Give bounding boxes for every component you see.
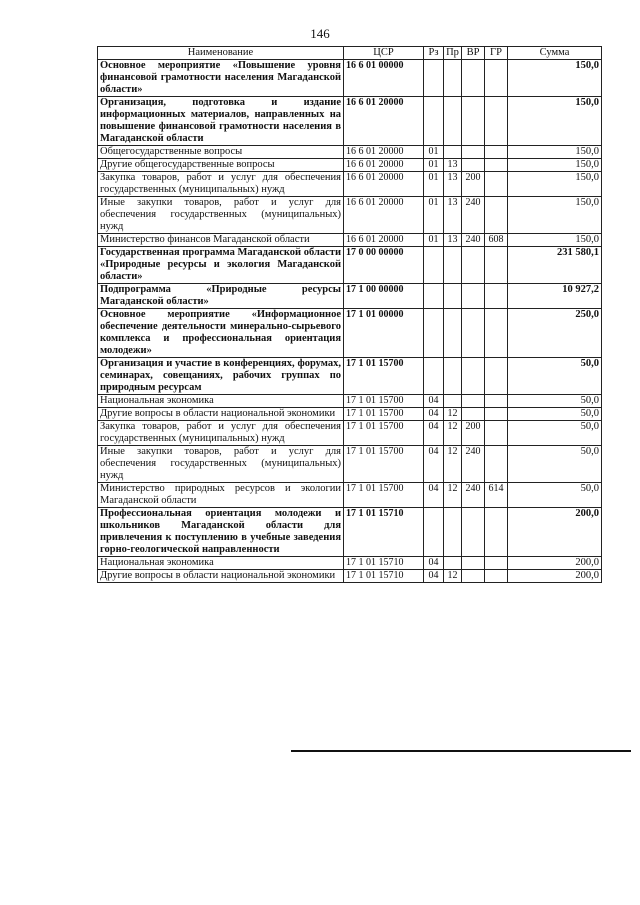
table-row xyxy=(98,309,602,358)
cell-vr xyxy=(462,97,485,146)
cell-vr xyxy=(462,146,485,159)
cell-sum: 10 927,2 xyxy=(508,284,602,309)
cell-rz xyxy=(424,60,444,97)
cell-vr: 240 xyxy=(462,197,485,234)
cell-name: Общегосударственные вопросы xyxy=(98,146,344,159)
cell-rz xyxy=(424,284,444,309)
cell-gr: 608 xyxy=(485,234,508,247)
cell-sum: 150,0 xyxy=(508,60,602,97)
cell-name: Организация и участие в конференциях, форумах, семинарах, совещаниях, рабочих группах по природным ресурсам xyxy=(98,358,344,395)
cell-sum: 150,0 xyxy=(508,97,602,146)
footer-divider xyxy=(291,750,631,752)
cell-gr xyxy=(485,408,508,421)
cell-csr: 17 1 00 00000 xyxy=(344,284,424,309)
cell-rz: 04 xyxy=(424,421,444,446)
cell-sum: 50,0 xyxy=(508,446,602,483)
cell-csr: 17 1 01 15700 xyxy=(344,395,424,408)
cell-name: Другие общегосударственные вопросы xyxy=(98,159,344,172)
cell-vr xyxy=(462,358,485,395)
cell-rz: 04 xyxy=(424,395,444,408)
cell-gr xyxy=(485,97,508,146)
table-row xyxy=(98,483,602,508)
table-row xyxy=(98,508,602,557)
cell-rz: 01 xyxy=(424,146,444,159)
header-rz: Рз xyxy=(424,47,444,60)
cell-gr xyxy=(485,172,508,197)
cell-name: Национальная экономика xyxy=(98,557,344,570)
cell-pr xyxy=(444,358,462,395)
cell-rz xyxy=(424,309,444,358)
cell-csr: 16 6 01 20000 xyxy=(344,234,424,247)
cell-rz xyxy=(424,97,444,146)
cell-rz: 04 xyxy=(424,557,444,570)
table-row xyxy=(98,557,602,570)
header-csr: ЦСР xyxy=(344,47,424,60)
cell-gr xyxy=(485,557,508,570)
cell-gr xyxy=(485,159,508,172)
cell-pr xyxy=(444,508,462,557)
cell-vr xyxy=(462,508,485,557)
cell-pr: 13 xyxy=(444,172,462,197)
cell-sum: 50,0 xyxy=(508,358,602,395)
cell-name: Организация, подготовка и издание информационных материалов, направленных на повышение финансовой грамотности населения в Магаданской области xyxy=(98,97,344,146)
cell-rz: 04 xyxy=(424,570,444,583)
table-row xyxy=(98,421,602,446)
table-row xyxy=(98,446,602,483)
cell-csr: 17 1 01 00000 xyxy=(344,309,424,358)
cell-csr: 16 6 01 20000 xyxy=(344,172,424,197)
cell-vr: 240 xyxy=(462,483,485,508)
header-name: Наименование xyxy=(98,47,344,60)
cell-name: Другие вопросы в области национальной экономики xyxy=(98,408,344,421)
cell-gr xyxy=(485,508,508,557)
cell-sum: 50,0 xyxy=(508,483,602,508)
header-sum: Сумма xyxy=(508,47,602,60)
cell-sum: 150,0 xyxy=(508,172,602,197)
cell-name: Иные закупки товаров, работ и услуг для обеспечения государственных (муниципальных) нужд xyxy=(98,197,344,234)
cell-rz: 04 xyxy=(424,408,444,421)
cell-csr: 17 1 01 15700 xyxy=(344,358,424,395)
cell-pr: 13 xyxy=(444,234,462,247)
table-row xyxy=(98,247,602,284)
cell-pr: 13 xyxy=(444,159,462,172)
cell-name: Министерство природных ресурсов и экологии Магаданской области xyxy=(98,483,344,508)
cell-csr: 17 1 01 15700 xyxy=(344,421,424,446)
table-row xyxy=(98,60,602,97)
cell-pr xyxy=(444,395,462,408)
cell-sum: 231 580,1 xyxy=(508,247,602,284)
cell-gr xyxy=(485,395,508,408)
cell-pr: 12 xyxy=(444,483,462,508)
cell-name: Министерство финансов Магаданской области xyxy=(98,234,344,247)
cell-vr xyxy=(462,247,485,284)
cell-vr xyxy=(462,570,485,583)
cell-pr xyxy=(444,97,462,146)
cell-gr xyxy=(485,309,508,358)
cell-rz xyxy=(424,358,444,395)
cell-vr: 240 xyxy=(462,234,485,247)
page-number: 146 xyxy=(310,26,330,41)
table-row xyxy=(98,197,602,234)
cell-name: Подпрограмма «Природные ресурсы Магаданской области» xyxy=(98,284,344,309)
table-row xyxy=(98,172,602,197)
header-row xyxy=(98,47,602,60)
cell-csr: 16 6 01 20000 xyxy=(344,146,424,159)
cell-csr: 17 0 00 00000 xyxy=(344,247,424,284)
cell-csr: 17 1 01 15700 xyxy=(344,446,424,483)
cell-sum: 150,0 xyxy=(508,146,602,159)
budget-table xyxy=(97,46,602,583)
cell-gr xyxy=(485,197,508,234)
cell-csr: 17 1 01 15700 xyxy=(344,408,424,421)
cell-gr xyxy=(485,446,508,483)
cell-name: Профессиональная ориентация молодежи и школьников Магаданской области для привлечения к поступлению в учебные заведения горно-геологической направленности xyxy=(98,508,344,557)
cell-sum: 50,0 xyxy=(508,408,602,421)
table-row xyxy=(98,395,602,408)
cell-pr xyxy=(444,557,462,570)
cell-gr xyxy=(485,358,508,395)
cell-vr: 240 xyxy=(462,446,485,483)
cell-gr xyxy=(485,247,508,284)
cell-gr xyxy=(485,146,508,159)
cell-name: Государственная программа Магаданской области «Природные ресурсы и экология Магаданской области» xyxy=(98,247,344,284)
cell-rz xyxy=(424,247,444,284)
cell-name: Закупка товаров, работ и услуг для обеспечения государственных (муниципальных) нужд xyxy=(98,172,344,197)
cell-name: Закупка товаров, работ и услуг для обеспечения государственных (муниципальных) нужд xyxy=(98,421,344,446)
cell-vr: 200 xyxy=(462,172,485,197)
cell-pr: 12 xyxy=(444,408,462,421)
cell-sum: 150,0 xyxy=(508,159,602,172)
table-row xyxy=(98,408,602,421)
cell-csr: 16 6 01 20000 xyxy=(344,159,424,172)
cell-rz: 01 xyxy=(424,159,444,172)
cell-csr: 17 1 01 15710 xyxy=(344,508,424,557)
cell-vr xyxy=(462,395,485,408)
cell-sum: 150,0 xyxy=(508,197,602,234)
cell-pr xyxy=(444,284,462,309)
cell-rz xyxy=(424,508,444,557)
cell-sum: 250,0 xyxy=(508,309,602,358)
cell-csr: 17 1 01 15710 xyxy=(344,557,424,570)
cell-sum: 150,0 xyxy=(508,234,602,247)
table-body xyxy=(98,60,602,583)
cell-pr: 12 xyxy=(444,446,462,483)
cell-pr xyxy=(444,146,462,159)
cell-csr: 17 1 01 15700 xyxy=(344,483,424,508)
cell-vr xyxy=(462,557,485,570)
cell-rz: 04 xyxy=(424,446,444,483)
cell-rz: 04 xyxy=(424,483,444,508)
cell-csr: 16 6 01 00000 xyxy=(344,60,424,97)
table-row xyxy=(98,97,602,146)
table-row xyxy=(98,146,602,159)
cell-vr: 200 xyxy=(462,421,485,446)
cell-pr: 12 xyxy=(444,570,462,583)
cell-csr: 16 6 01 20000 xyxy=(344,97,424,146)
cell-name: Основное мероприятие «Информационное обеспечение деятельности минерально-сырьевого комплекса и профессиональная ориентация молодежи» xyxy=(98,309,344,358)
cell-sum: 200,0 xyxy=(508,557,602,570)
cell-vr xyxy=(462,284,485,309)
cell-sum: 200,0 xyxy=(508,570,602,583)
cell-name: Основное мероприятие «Повышение уровня финансовой грамотности населения Магаданской области» xyxy=(98,60,344,97)
cell-vr xyxy=(462,60,485,97)
cell-csr: 17 1 01 15710 xyxy=(344,570,424,583)
cell-rz: 01 xyxy=(424,197,444,234)
cell-csr: 16 6 01 20000 xyxy=(344,197,424,234)
table-row xyxy=(98,234,602,247)
header-pr: Пр xyxy=(444,47,462,60)
cell-gr xyxy=(485,570,508,583)
cell-vr xyxy=(462,309,485,358)
cell-gr: 614 xyxy=(485,483,508,508)
cell-gr xyxy=(485,60,508,97)
cell-vr xyxy=(462,408,485,421)
cell-pr xyxy=(444,309,462,358)
table-row xyxy=(98,358,602,395)
cell-rz: 01 xyxy=(424,172,444,197)
cell-name: Национальная экономика xyxy=(98,395,344,408)
cell-gr xyxy=(485,284,508,309)
table-row xyxy=(98,159,602,172)
cell-rz: 01 xyxy=(424,234,444,247)
cell-sum: 50,0 xyxy=(508,421,602,446)
cell-pr: 12 xyxy=(444,421,462,446)
header-gr: ГР xyxy=(485,47,508,60)
cell-pr: 13 xyxy=(444,197,462,234)
cell-name: Другие вопросы в области национальной экономики xyxy=(98,570,344,583)
cell-gr xyxy=(485,421,508,446)
table-row xyxy=(98,570,602,583)
cell-sum: 200,0 xyxy=(508,508,602,557)
table-row xyxy=(98,284,602,309)
cell-pr xyxy=(444,60,462,97)
header-vr: ВР xyxy=(462,47,485,60)
cell-name: Иные закупки товаров, работ и услуг для обеспечения государственных (муниципальных) нужд xyxy=(98,446,344,483)
cell-sum: 50,0 xyxy=(508,395,602,408)
cell-vr xyxy=(462,159,485,172)
cell-pr xyxy=(444,247,462,284)
